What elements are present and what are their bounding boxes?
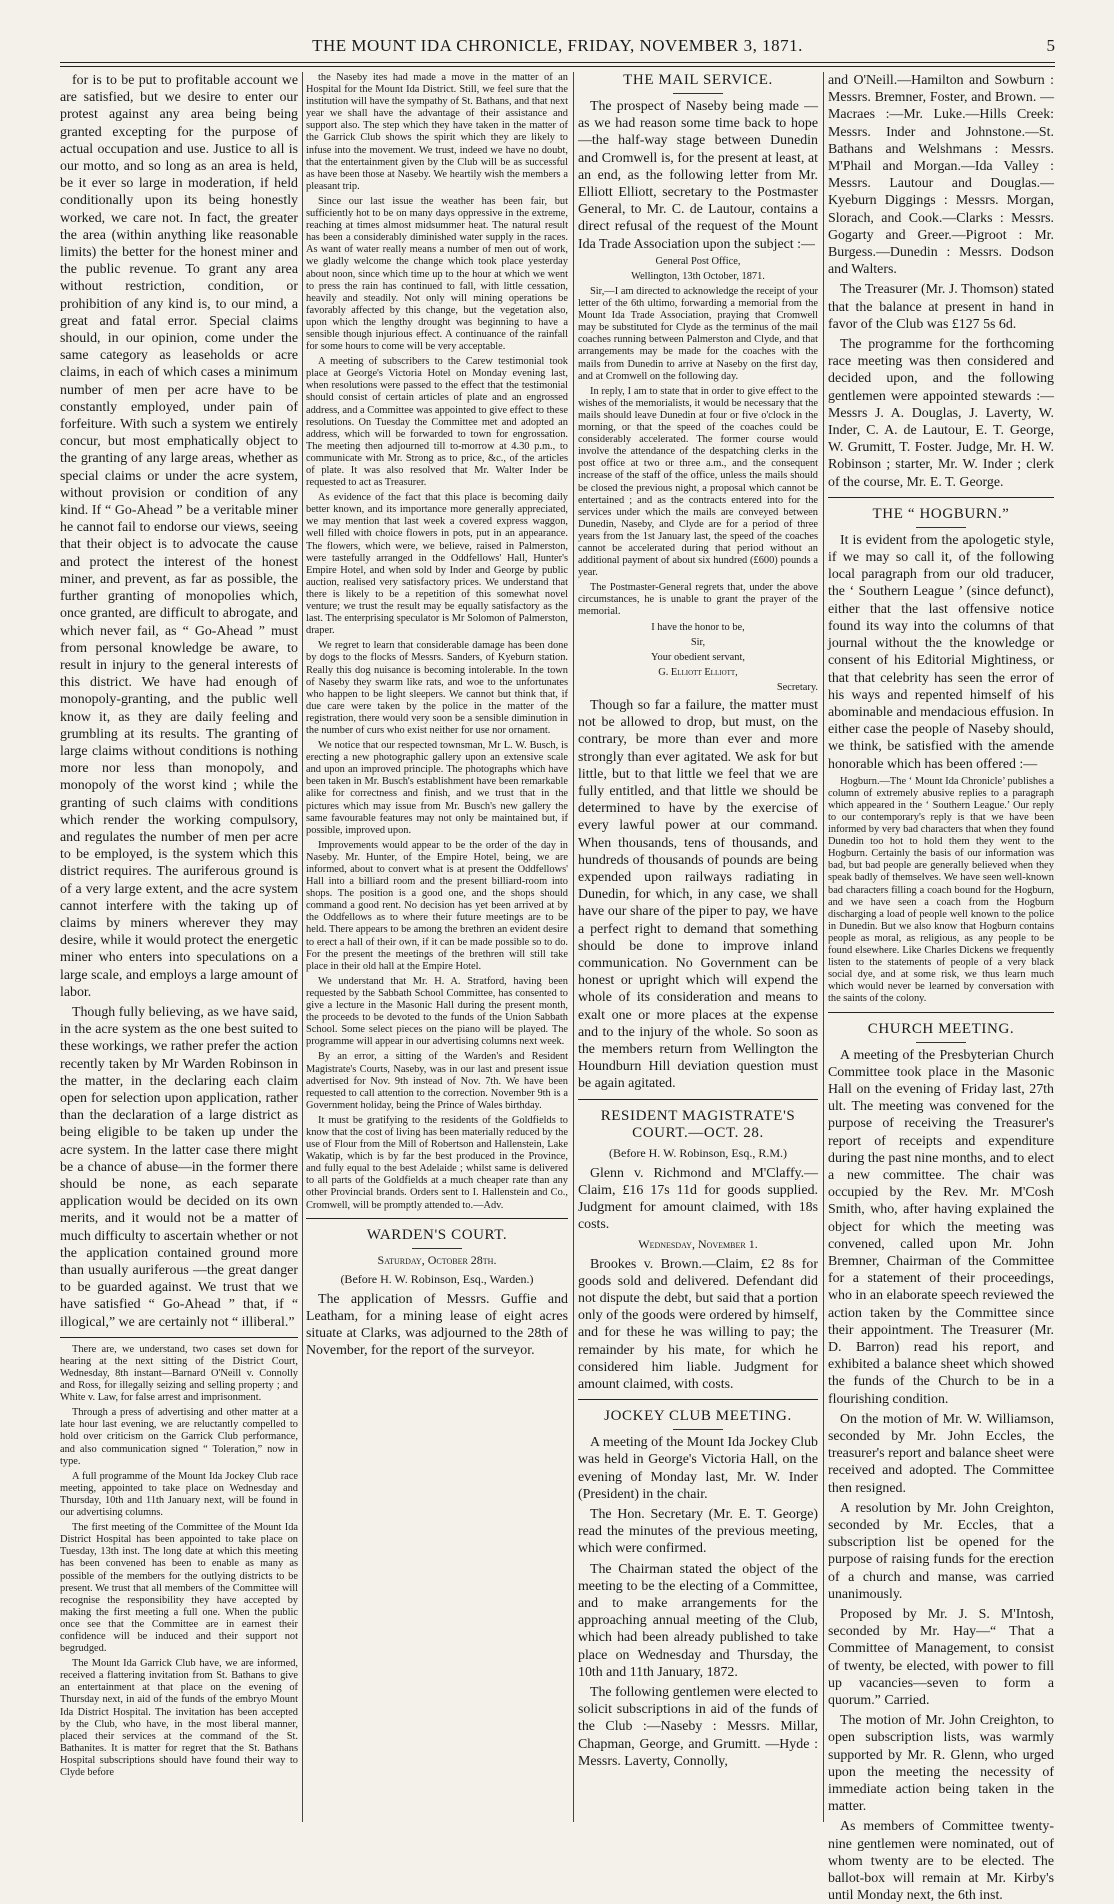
- heading-rule: [673, 93, 723, 94]
- article-paragraph: Proposed by Mr. J. S. M'Intosh, seconded by Mr. Hay—“ That a Committee of Management, to consist of twenty, be elected, with power to fill up vacancies—seven to form a quorum.” Carried.: [828, 1607, 1054, 1709]
- section-heading: THE MAIL SERVICE.: [623, 72, 773, 88]
- article-paragraph: The Chairman stated the object of the meeting to be the electing of a Committee, and to make arrangements for the approaching annual meeting of the Club, which had been already published to take place on Wednesday and Thursday, the 10th and 11th January, 1872.: [578, 1561, 818, 1680]
- court-before: (Before H. W. Robinson, Esq., Warden.): [340, 1271, 534, 1286]
- column-1: [60, 72, 298, 1822]
- column-rule: [823, 72, 824, 1822]
- court-before: (Before H. W. Robinson, Esq., R.M.): [609, 1145, 787, 1160]
- news-item: There are, we understand, two cases set down for hearing at the next sitting of the District Court, Wednesday, 8th instant—Barnard O'Neill v. Connolly and Ross, for illegally seizing and selling property ; and White v. Law, for false arrest and imprisonment.: [60, 1343, 298, 1404]
- masthead: [60, 30, 1055, 63]
- article-paragraph: The following gentlemen were elected to solicit subscriptions in aid of the funds of the Club :—Naseby : Messrs. Millar, Chapman, George, and Grumitt. —Hyde : Messrs. Laverty, Connolly,: [578, 1684, 818, 1769]
- article-paragraph: The Hon. Secretary (Mr. E. T. George) read the minutes of the previous meeting, which were confirmed.: [578, 1506, 818, 1557]
- letter-closing: I have the honor to be,: [651, 621, 745, 633]
- court-case: Brookes v. Brown.—Claim, £2 8s for goods sold and delivered. Defendant did not dispute the debt, but said that a portion only of the goods were ordered by himself, and for these he was willing to pay; the remainder by his mate, for which he considered him liable. Judgment for amount claimed, with costs.: [578, 1256, 818, 1392]
- court-date: Saturday, October 28th.: [377, 1252, 497, 1267]
- article-paragraph: A meeting of the Mount Ida Jockey Club was held in George's Victoria Hall, on the evening of Monday last, Mr. W. Inder (President) in the chair.: [578, 1435, 818, 1502]
- article-paragraph: A resolution by Mr. John Creighton, seconded by Mr. Eccles, that a subscription list be opened for the purpose of raising funds for the erection of a church and manse, was carried unanimously.: [828, 1500, 1054, 1602]
- letter-paragraph: Sir,—I am directed to acknowledge the receipt of your letter of the 6th ultimo, forwarding a memorial from the Mount Ida Trade Association, praying that Cromwell may be substituted for Clyde as the terminus of the mail coaches running between Palmerston and Clyde, and that arrangements may be made for the coaches with the mails from Dunedin to arrive at Naseby on the first day, and at Cromwell on the following day.: [578, 286, 818, 382]
- news-item: We notice that our respected townsman, Mr L. W. Busch, is erecting a new photographic gallery upon an extensive scale and upon an improved principle. The photographs which have been taken in Mr. Busch's establishment have been remarkable alike for correctness and finish, and we trust that in the pictures which may issue from Mr. Busch's new gallery the same favourable features may not only be maintained but, if possible, improved upon.: [306, 740, 568, 836]
- section-divider: [828, 1012, 1054, 1013]
- letter-paragraph: The Postmaster-General regrets that, under the above circumstances, he is unable to grant the prayer of the memorial.: [578, 582, 818, 618]
- news-item: A meeting of subscribers to the Carew testimonial took place at George's Victoria Hotel on Monday evening last, when resolutions were passed to the effect that the testimonial should consist of certain articles of plate and an engrossed address, and a Committee was appointed to give effect to these resolutions. On Tuesday the Committee met and adopted an address, which will be forwarded to town for engrossation. The meeting then adjourned till to-morrow at 4.30 p.m., to communicate with Mr. Strong as to price, &c., of the articles of plate. It was also resolved that Mr. Walter Inder be requested to act as Treasurer.: [306, 356, 568, 489]
- news-item: Through a press of advertising and other matter at a late hour last evening, we are reluctantly compelled to hold over criticism on the Garrick Club performance, and also communication signed “ Toleration,” now in type.: [60, 1407, 298, 1467]
- court-date: Wednesday, November 1.: [638, 1236, 758, 1251]
- column-3: [578, 72, 818, 1822]
- section-heading: WARDEN'S COURT.: [366, 1226, 508, 1243]
- news-item: Improvements would appear to be the order of the day in Naseby. Mr. Hunter, of the Empire Hotel, being, we are informed, about to convert what is at present the Oddfellows' Hall into a billiard room and the present billiard-room into shops. The position is a good one, and the shops should command a good rent. No decision has yet been arrived at by the Oddfellows as to where their future meetings are to be held. There appears to be among the brethren an evident desire to erect a hall of their own, if it can be made possible so to do. For the present the meetings of the brethren will still take place in their old hall at the Empire Hotel.: [306, 839, 568, 972]
- article-paragraph: A meeting of the Presbyterian Church Committee took place in the Masonic Hall on the evening of Friday last, 27th ult. The meeting was convened for the purpose of receiving the Treasurer's report of receipts and expenditure during the past nine months, and to elect a new committee. The chair was occupied by the Rev. Mr. M'Cosh Smith, who, after having explained the object for which the meeting was convened, called upon Mr. John Bremner, Chairman of the Committee for a statement of their proceedings, who in an elaborate speech reviewed the action taken by the Committee since their appointment. The Treasurer (Mr. D. Barron) read his report, and exhibited a balance sheet which showed the funds of the Church to be in a flourishing condition.: [828, 1047, 1054, 1407]
- section-heading: CHURCH MEETING.: [867, 1020, 1015, 1037]
- news-item: The Mount Ida Garrick Club have, we are informed, received a flattering invitation from St. Bathans to give an entertainment at that place on the evening of Thursday next, in aid of the funds of the embryo Mount Ida District Hospital. The invitation has been accepted by the Club, who have, in the most liberal manner, placed their services at the command of the St. Bathanites. It is matter for regret that the St. Bathans Hospital subscriptions should have found their way to Clyde before: [60, 1658, 298, 1779]
- section-heading: JOCKEY CLUB MEETING.: [604, 1408, 792, 1425]
- section-heading: RESIDENT MAGISTRATE'S COURT.—OCT. 28.: [600, 1107, 796, 1141]
- column-2: [306, 72, 568, 1822]
- editorial-paragraph: Though fully believing, as we have said, in the acre system as the one best suited to these workings, we rather prefer the action recently taken by Mr Warden Robinson in the matter, in the declaring each claim open for selection upon application, rather than the declaration of a large district as being eligible to be taken up under the acre system. In the latter case there might be a chance of abuse—in the former there should be none, as each separate application would be decided on its own merits, and it would not be a matter of much difficulty to ascertain whether or not the application contained ground more than usually auriferous —the great danger to be guarded against. We trust that we have satisfied “ Go-Ahead ” that, if “ illogical,” we are certainly not “ illiberal.”: [60, 1004, 298, 1330]
- article-paragraph: It is evident from the apologetic style, if we may so call it, of the following local paragraph from our old traducer, the ‘ Southern League ’ (since defunct), either that the last offensive notice found its way into the columns of that journal without the the knowledge or consent of his Editorial Mightiness, or that that celebrity has seen the error of his ways and repented himself of his abominable and mendacious effusion. In either case the people of Naseby should, we think, be satisfied with the amende honorable which has been offered :—: [828, 532, 1054, 772]
- news-item: A full programme of the Mount Ida Jockey Club race meeting, appointed to take place on Wednesday and Thursday, 10th and 11th January next, will be found in our advertising columns.: [60, 1470, 298, 1519]
- news-item: By an error, a sitting of the Warden's and Resident Magistrate's Courts, Naseby, was in our last and present issue advertised for Nov. 9th instead of Nov. 7th. We have been requested to call attention to the correction. November 9th is a Government holiday, being the Prince of Wales birthday.: [306, 1051, 568, 1111]
- court-report: The application of Messrs. Guffie and Leatham, for a mining lease of eight acres situate at Clarks, was adjourned to the 28th of November, for the report of the surveyor.: [306, 1291, 568, 1359]
- news-item: Since our last issue the weather has been fair, but sufficiently hot to be on many days oppressive in the extreme, reaching at times almost midsummer heat. The natural result has been a considerably diminished water supply in the races. As want of water really means a number of men out of work, we gladly welcome the change which took place yesterday about noon, since which time up to the hour at which we went to press the rain has continued to fall, with little cessation, heavily and steadily. Not only will mining operations be favorably affected by this change, but the vegetation also, upon which the lengthy drought was beginning to have a sensible though injurious effect. A continuance of the rainfall for some hours to come will be very acceptable.: [306, 195, 568, 353]
- letter-closing: Sir,: [690, 636, 706, 648]
- heading-rule: [916, 1042, 966, 1043]
- news-item: We regret to learn that considerable damage has been done by dogs to the flocks of Messrs. Sanders, of Kyeburn station. Really this dog nuisance is becoming intolerable. In the town of Naseby they swarm like rats, and woe to the unfortunates who happen to be light sleepers. We cannot but think that, if due care were taken by the police in the matter of the registration, there would very soon be a sensible diminution in the number of curs who exist neither for use nor ornament.: [306, 640, 568, 736]
- section-divider: [306, 1218, 568, 1219]
- letter-signature: G. Elliott Elliott,: [658, 666, 738, 678]
- letter-signature-title: Secretary.: [776, 681, 818, 693]
- news-item: The first meeting of the Committee of the Mount Ida District Hospital has been appointed to take place on Tuesday, 13th inst. The long date at which this meeting has been convened has been to enable as many as possible of the members for the outlying districts to be present. We trust that all members of the Committee will recognise the responsibility they have accepted by making the first meeting a full one. When the public once see that the Committee are in earnest their confidence will be induced and their support not begrudged.: [60, 1522, 298, 1655]
- column-4: [828, 72, 1054, 1904]
- editorial-paragraph: for is to be put to profitable account we are satisfied, but we desire to enter our protest against any area being being granted excepting for the purpose of actual occupation and use. Justice to all is our motto, and so long as an area is held, be it ever so large in moderation, if held conditionally upon its being honestly worked, we care not. In fact, the greater the area (within anything like reasonable limits) the better for the honest miner and the public revenue. To grant any area without restriction, condition, or prohibition of any kind is, to our mind, a great and fatal error. Special claims should, in our opinion, come under the same category as leaseholds or acre claims, in each of which cases a minimum number of men per acre have to be constantly employed, under pain of forfeiture. With such a system we entirely concur, but most emphatically object to the granting of any large areas, whether as special claims or under the acre system, without provision or condition of any kind. If “ Go-Ahead ” be a veritable miner he cannot fail to endorse our views, seeing that their object is to advocate the cause and protect the interest of the honest miner, and prevent, as far as possible, the further granting of monopolies which, once granted, are difficult to abrogate, and which never fail, as “ Go-Ahead ” must from personal knowledge be aware, to result in injury to the general interests of this district. We have had enough of monopoly-granting, and the public well know it, as they are daily feeling and grumbling at its results. The granting of large claims without conditions is nothing more nor less than monopoly, and monopoly of the worst kind ; while the granting of such claims with conditions which render the working compulsory, and regulates the number of men per acre to be employed, is the system which this district requires. The auriferous ground is of a very large extent, and the acre system cannot interfere with the taking up of claims by miners wherever they may desire, while it would protect the energetic miner who enters into speculations on a large scale, and employs a large amount of labor.: [60, 73, 298, 1000]
- court-case: Glenn v. Richmond and M'Claffy.—Claim, £16 17s 11d for goods supplied. Judgment for amount claimed, with 18s costs.: [578, 1165, 818, 1233]
- letter-paragraph: In reply, I am to state that in order to give effect to the wishes of the memorialists, it would be necessary that the mails should leave Dunedin at four or five o'clock in the morning, or that the speed of the coaches could be considerably accelerated. The former course would involve the attendance of the despatching clerks in the post office at two or three a.m., and the consequent increase of the staff of the office, unless the mails should be closed the previous night, a proposal which cannot be entertained ; and as the contracts entered into for the services under which the mails are conveyed between Dunedin, Naseby, and Clyde are for a period of three years from the 1st January last, the speed of the coaches cannot be accelerated during that period without an additional payment of about six hundred (£600) pounds a year.: [578, 385, 818, 579]
- column-rule: [573, 72, 574, 1822]
- letter-closing: Your obedient servant,: [651, 651, 745, 663]
- section-divider: [578, 1099, 818, 1100]
- letter-address: General Post Office,: [655, 255, 741, 267]
- article-paragraph: On the motion of Mr. W. Williamson, seconded by Mr. John Eccles, the treasurer's report and balance sheet were received and adopted. The Committee then resigned.: [828, 1411, 1054, 1496]
- article-paragraph: The Treasurer (Mr. J. Thomson) stated that the balance at present in hand in favor of the Club was £127 5s 6d.: [828, 282, 1054, 332]
- article-paragraph: The motion of Mr. John Creighton, to open subscription lists, was warmly supported by Mr. R. Glenn, who urged upon the meeting the necessity of immediate action being taken in the matter.: [828, 1713, 1054, 1815]
- section-divider: [578, 1399, 818, 1400]
- column-rule: [302, 72, 303, 1822]
- news-item: We understand that Mr. H. A. Stratford, having been requested by the Sabbath School Committee, has consented to give a lecture in the Masonic Hall during the present month, the proceeds to be devoted to the funds of the Union Sabbath School. Some select pieces on the piano will be played. The programme will appear in our advertising columns next week.: [306, 975, 568, 1048]
- heading-rule: [673, 1429, 723, 1430]
- quoted-paragraph: Hogburn.—The ‘ Mount Ida Chronicle’ publishes a column of extremely abusive replies to a paragraph which appeared in the ‘ Southern League.’ Our reply to our contemporary's reply is that we have been informed by very bad characters that when they found Dunedin too hot to hold them they went to the Hogburn. Certainly the basis of our information was bad, but bad people are generally believed when they speak badly of themselves. We have seen well-known bad characters filling a coach bound for the Hogburn, and we have seen a coach from the Hogburn discharging a load of people well known to the police in Dunedin. But we also know that Hogburn contains people as moral, as religious, as any people to be found elsewhere. Like Charles Dickens we frequently listen to the statements of people of a very black social dye, and at some risk, we thus learn much which would never be learned by conversation with the saints of the colony.: [828, 775, 1054, 1005]
- letter-date: Wellington, 13th October, 1871.: [631, 270, 765, 282]
- section-heading: THE “ HOGBURN.”: [872, 505, 1010, 522]
- news-item: It must be gratifying to the residents of the Goldfields to know that the cost of living has been materially reduced by the use of Flour from the Mill of Robertson and Hallenstein, Lake Wakatip, which is by far the best produced in the Province, and fully equal to the best Adelaide ; whilst same is delivered to all parts of the Goldfields at a much cheaper rate than any other Provincial brands. Orders sent to I. Hallenstein and Co., Cromwell, will be promptly attended to.—Adv.: [306, 1114, 568, 1211]
- article-paragraph: and O'Neill.—Hamilton and Sowburn : Messrs. Bremner, Foster, and Brown. —Macraes :—Mr. Luke.—Hills Creek: Messrs. Inder and Johnstone.—St. Bathans and Welshmans : Messrs. M'Phail and Morgan.—Ida Valley : Messrs. Lautour and Douglas.—Kyeburn Diggings : Messrs. Morgan, Slorach, and Cook.—Clarks : Messrs. Gogarty and Greer.—Pigroot : Mr. Burgess.—Dunedin : Messrs. Dodson and Walters.: [828, 73, 1054, 278]
- news-item: the Naseby ites had made a move in the matter of an Hospital for the Mount Ida District. Still, we feel sure that the institution will have the sympathy of St. Bathans, and that next year we shall have the advantage of their assistance and support also. The step which they have taken in the matter of the Garrick Club shows the spirit which they are likely to infuse into the movement. We trust, indeed we have no doubt, that the entertainment given by the Club will be as successful as have been those at Naseby. We heartily wish the members a pleasant trip.: [306, 72, 568, 192]
- section-divider: [828, 497, 1054, 498]
- heading-rule: [916, 527, 966, 528]
- news-item: As evidence of the fact that this place is becoming daily better known, and its importance more generally appreciated, we may mention that last week a covered express waggon, well filled with choice flowers in pots, put in an appearance. The flowers, which were, we believe, raised in Palmerston, were tastefully arranged in the Oddfellows' Hall, Hunter's Empire Hotel, and when sold by Inder and George by public auction, realised very satisfactory prices. We understand that there is likely to be a repetition of this somewhat novel venture; we trust the result may be equally satisfactory as the last. The enterprising speculator is Mr Solomon of Palmerston, draper.: [306, 492, 568, 637]
- newspaper-title: THE MOUNT IDA CHRONICLE, FRIDAY, NOVEMBER 3, 1871.: [312, 36, 803, 55]
- heading-rule: [412, 1248, 462, 1249]
- article-paragraph: The programme for the forthcoming race meeting was then considered and decided upon, and the following gentlemen were appointed stewards :—Messrs J. A. Douglas, J. Laverty, W. Inder, C. A. de Lautour, E. T. George, W. Grumitt, T. Foster. Judge, Mr. H. W. Robinson ; starter, Mr. W. Inder ; clerk of the course, Mr. E. T. George.: [828, 337, 1054, 490]
- article-paragraph: As members of Committee twenty-nine gentlemen were nominated, out of whom twenty are to be elected. The ballot-box will remain at Mr. Kirby's until Monday next, the 6th inst.: [828, 1819, 1054, 1904]
- page-number: 5: [1046, 36, 1055, 55]
- article-paragraph: Though so far a failure, the matter must not be allowed to drop, but must, on the contrary, be more than ever and more strongly than ever agitated. We ask for but little, but to that little we feel that we are fully entitled, and that little we should be determined to have by the exercise of every lawful power at our command. When thousands, tens of thousands, and hundreds of thousands of pounds are being expended upon railways radiating in Dunedin, for which, in any case, we shall have our share of the piper to pay, we have a perfect right to demand that something should be done to improve inland communication. No Government can be honest or upright which will expend the whole of its consideration and means to exalt one or more places at the expense and to the injury of the whole. So soon as the members return from Wellington the Houndburn Hill deviation question must be again agitated.: [578, 698, 818, 1092]
- header-rule: [60, 66, 1055, 67]
- article-paragraph: The prospect of Naseby being made —as we had reason some time back to hope—the half-way stage between Dunedin and Cromwell is, for the present at least, at an end, as the following letter from Mr. Elliott Elliott, secretary to the Postmaster General, to Mr. C. de Lautour, contains a direct refusal of the request of the Mount Ida Trade Association upon the subject :—: [578, 99, 818, 252]
- section-divider: [60, 1337, 298, 1338]
